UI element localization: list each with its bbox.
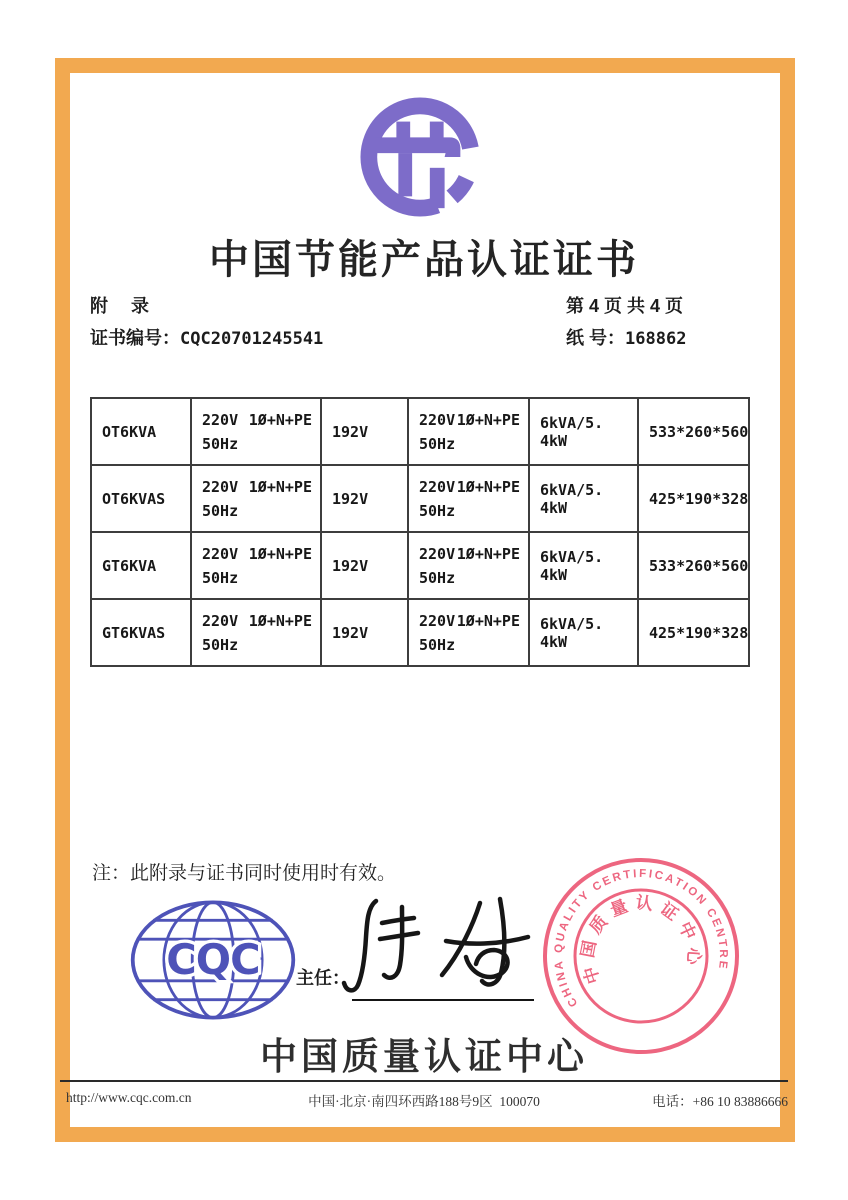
certificate-number-value: CQC20701245541 (180, 329, 324, 349)
svg-text:中国质量认证中心: 中国质量认证中心 (577, 893, 704, 987)
input-cell: 220V 1Ø+N+PE 50Hz (191, 465, 321, 532)
footer-divider (60, 1080, 788, 1082)
paper-number-label: 纸 号： (566, 328, 626, 348)
model-cell: OT6KVA (91, 398, 191, 465)
page-number: 第 4 页 共 4 页 (566, 296, 684, 316)
table-row (91, 398, 749, 465)
input-cell: 220V 1Ø+N+PE 50Hz (191, 398, 321, 465)
appendix-label: 附 录 (90, 296, 150, 316)
director-label: 主任： (296, 968, 350, 988)
footer-address: 中国·北京·南四环西路188号9区 100070 (308, 1094, 540, 1109)
power-cell: 6kVA/5. 4kW (529, 465, 638, 532)
dimensions-cell: 533*260*560 (638, 398, 749, 465)
dc-voltage-cell: 192V (321, 599, 408, 666)
svg-text:CHINA QUALITY CERTIFICATION CE: CHINA QUALITY CERTIFICATION CENTRE (552, 867, 730, 1009)
spec-table (90, 397, 750, 667)
input-cell: 220V 1Ø+N+PE 50Hz (191, 599, 321, 666)
energy-saving-logo-icon (359, 96, 481, 218)
model-cell: GT6KVA (91, 532, 191, 599)
table-row (91, 465, 749, 532)
dimensions-cell: 533*260*560 (638, 532, 749, 599)
dc-voltage-cell: 192V (321, 532, 408, 599)
table-row (91, 599, 749, 666)
power-cell: 6kVA/5. 4kW (529, 532, 638, 599)
power-cell: 6kVA/5. 4kW (529, 599, 638, 666)
certificate-number (90, 324, 323, 350)
dimensions-cell: 425*190*328 (638, 599, 749, 666)
footer-phone: 电话：+86 10 83886666 (652, 1094, 788, 1109)
output-cell: 220V 1Ø+N+PE 50Hz (408, 532, 529, 599)
cqc-globe-logo-icon (128, 898, 298, 1022)
power-cell: 6kVA/5. 4kW (529, 398, 638, 465)
signature-line (352, 999, 534, 1001)
issuer-name: 中国质量认证中心 (260, 1036, 588, 1077)
output-cell: 220V 1Ø+N+PE 50Hz (408, 599, 529, 666)
paper-number-value: 168862 (625, 329, 687, 349)
model-cell: GT6KVAS (91, 599, 191, 666)
input-cell: 220V 1Ø+N+PE 50Hz (191, 532, 321, 599)
model-cell: OT6KVAS (91, 465, 191, 532)
certificate-number-label: 证书编号： (90, 328, 180, 348)
dc-voltage-cell: 192V (321, 465, 408, 532)
table-row (91, 532, 749, 599)
dimensions-cell: 425*190*328 (638, 465, 749, 532)
svg-text:CQC: CQC (166, 935, 260, 985)
dc-voltage-cell: 192V (321, 398, 408, 465)
output-cell: 220V 1Ø+N+PE 50Hz (408, 398, 529, 465)
certificate-title: 中国节能产品认证证书 (209, 238, 639, 282)
footer-url: http://www.cqc.com.cn (66, 1090, 192, 1105)
note-text: 注：此附录与证书同时使用时有效。 (92, 863, 397, 884)
paper-number (566, 324, 686, 350)
director-signature (330, 893, 545, 1005)
output-cell: 220V 1Ø+N+PE 50Hz (408, 465, 529, 532)
